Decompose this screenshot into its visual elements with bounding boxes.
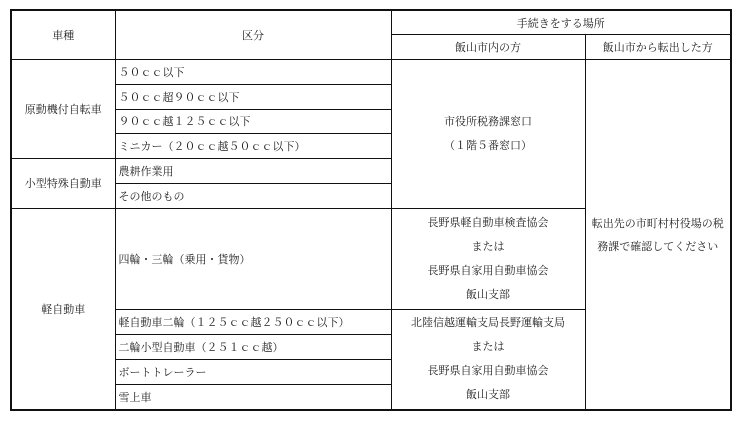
hokuriku-line-3: 長野県自家用自動車協会: [427, 364, 549, 378]
kei-inspection-association: [391, 208, 585, 309]
header-row-top: [11, 10, 731, 35]
category-cell: ９０ｃｃ越１２５ｃｃ以下: [115, 109, 391, 134]
category-cell: ５０ｃｃ超９０ｃｃ以下: [115, 84, 391, 109]
kei-line-4: 飯山支部: [466, 287, 510, 301]
hokuriku-line-2: または: [471, 340, 505, 354]
moved-out-note: 転出先の市町村村役場の税務課で確認してください: [585, 60, 731, 410]
category-cell: 四輪・三輪（乗用・貨物）: [115, 208, 391, 309]
vehicle-registration-table: [10, 9, 732, 411]
category-cell: 二輪小型自動車（２５１ｃｃ越）: [115, 334, 391, 359]
city-hall-line-2: （１階５番窓口）: [444, 138, 532, 152]
category-cell: 雪上車: [115, 385, 391, 410]
hokuriku-line-4: 飯山支部: [466, 388, 510, 402]
category-cell: その他のもの: [115, 183, 391, 208]
kei-line-1: 長野県軽自動車検査協会: [427, 215, 549, 229]
hokuriku-line-1: 北陸信越運輸支局長野運輸支局: [411, 316, 565, 330]
city-hall-counter: [391, 60, 585, 209]
header-category: 区分: [115, 10, 391, 60]
group-light-car: 軽自動車: [11, 208, 115, 410]
city-hall-line-1: 市役所税務課窓口: [444, 114, 532, 128]
table-row: [11, 60, 731, 85]
kei-line-2: または: [471, 239, 505, 253]
category-cell: ５０ｃｃ以下: [115, 60, 391, 85]
category-cell: 農耕作業用: [115, 159, 391, 184]
kei-line-3: 長野県自家用自動車協会: [427, 263, 549, 277]
header-vehicle-type: 車種: [11, 10, 115, 60]
group-moped: 原動機付自転車: [11, 60, 115, 159]
header-within-city: 飯山市内の方: [391, 35, 585, 60]
category-cell: 軽自動車二輪（１２５ｃｃ越２５０ｃｃ以下）: [115, 309, 391, 334]
hokuriku-transport-bureau: [391, 309, 585, 410]
group-small-special: 小型特殊自動車: [11, 159, 115, 209]
header-procedure-place: 手続きをする場所: [391, 10, 731, 35]
category-cell: ミニカー（２０ｃｃ越５０ｃｃ以下）: [115, 134, 391, 159]
category-cell: ボートトレーラー: [115, 360, 391, 385]
header-moved-out: 飯山市から転出した方: [585, 35, 731, 60]
